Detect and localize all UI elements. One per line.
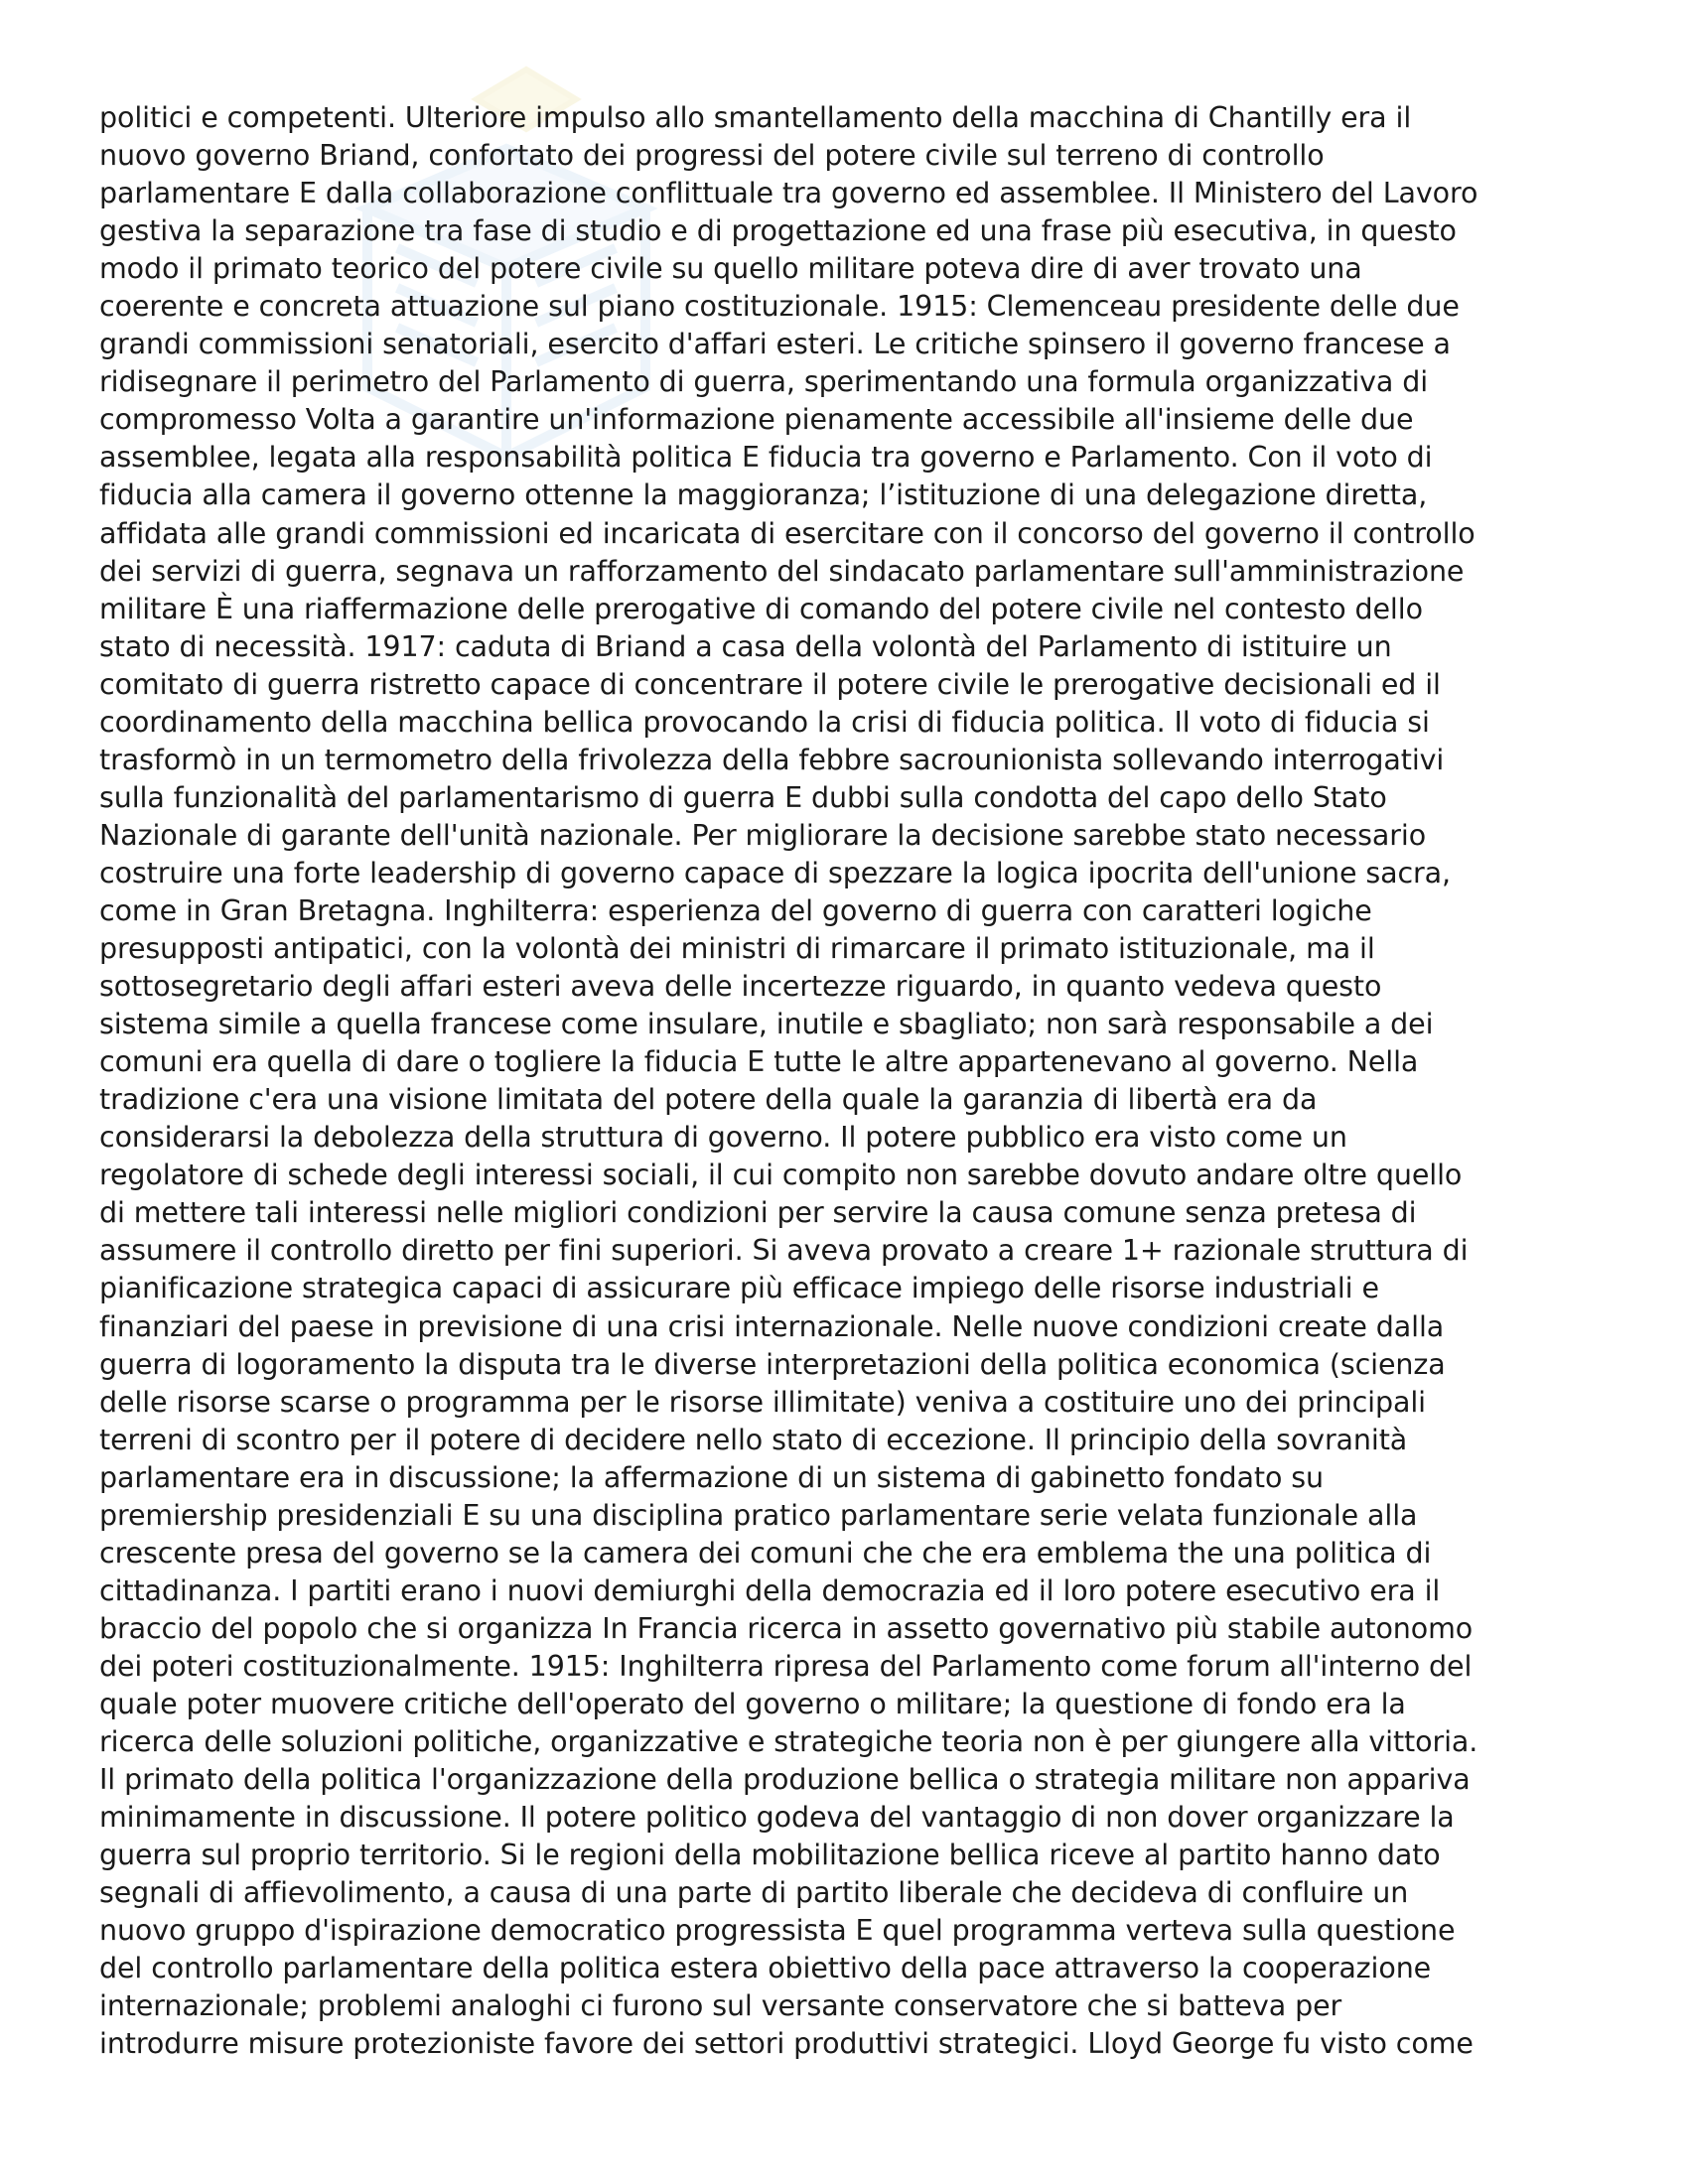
text-line: internazionale; problemi analoghi ci furono sul versante conservatore che si batteva per xyxy=(99,1989,1342,2023)
text-line: introdurre misure protezioniste favore dei settori produttivi strategici. Lloyd George fu visto come xyxy=(99,2027,1474,2061)
text-line: pianificazione strategica capaci di assicurare più efficace impiego delle risorse industriali e xyxy=(99,1272,1379,1305)
text-line: terreni di scontro per il potere di decidere nello stato di eccezione. Il principio della sovranità xyxy=(99,1423,1408,1456)
text-line: tradizione c'era una visione limitata del potere della quale la garanzia di libertà era da xyxy=(99,1083,1318,1117)
text-line: nuovo gruppo d'ispirazione democratico progressista E quel programma verteva sulla questione xyxy=(99,1914,1456,1948)
text-line: assemblee, legata alla responsabilità politica E fiducia tra governo e Parlamento. Con il voto di xyxy=(99,441,1433,475)
text-line: sistema simile a quella francese come insulare, inutile e sbagliato; non sarà responsabile a dei xyxy=(99,1008,1434,1041)
text-line: parlamentare E dalla collaborazione conflittuale tra governo ed assemblee. Il Ministero del Lavoro xyxy=(99,177,1478,210)
text-line: crescente presa del governo se la camera dei comuni che che era emblema the una politica di xyxy=(99,1536,1432,1570)
text-line: grandi commissioni senatoriali, esercito d'affari esteri. Le critiche spinsero il governo francese a xyxy=(99,328,1451,361)
text-line: parlamentare era in discussione; la affermazione di un sistema di gabinetto fondato su xyxy=(99,1460,1324,1494)
text-line: premiership presidenziali E su una disciplina pratico parlamentare serie velata funzionale alla xyxy=(99,1498,1418,1532)
text-line: quale poter muovere critiche dell'operato del governo o militare; la questione di fondo era la xyxy=(99,1687,1406,1720)
text-line: minimamente in discussione. Il potere politico godeva del vantaggio di non dover organizzare la xyxy=(99,1801,1455,1835)
text-line: costruire una forte leadership di governo capace di spezzare la logica ipocrita dell'unione sacra, xyxy=(99,856,1451,889)
text-line: segnali di affievolimento, a causa di una parte di partito liberale che decideva di confluire un xyxy=(99,1876,1409,1910)
text-line: comuni era quella di dare o togliere la fiducia E tutte le altre appartenevano al governo. Nella xyxy=(99,1045,1419,1079)
text-line: politici e competenti. Ulteriore impulso allo smantellamento della macchina di Chantilly era il xyxy=(99,101,1412,134)
text-line: braccio del popolo che si organizza In Francia ricerca in assetto governativo più stabile autonomo xyxy=(99,1611,1474,1645)
text-line: cittadinanza. I partiti erano i nuovi demiurghi della democrazia ed il loro potere esecutivo era il xyxy=(99,1573,1441,1607)
text-line: affidata alle grandi commissioni ed incaricata di esercitare con il concorso del governo il controllo xyxy=(99,516,1476,550)
text-line: coerente e concreta attuazione sul piano costituzionale. 1915: Clemenceau presidente delle due xyxy=(99,290,1460,324)
text-line: presupposti antipatici, con la volontà dei ministri di rimarcare il primato istituzionale, ma il xyxy=(99,932,1375,966)
text-line: regolatore di schede degli interessi sociali, il cui compito non sarebbe dovuto andare oltre quello xyxy=(99,1159,1463,1192)
text-line: militare È una riaffermazione delle prerogative di comando del potere civile nel contesto dello xyxy=(99,592,1423,625)
text-line: sulla funzionalità del parlamentarismo di guerra E dubbi sulla condotta del capo dello Stato xyxy=(99,780,1387,814)
text-line: del controllo parlamentare della politica estera obiettivo della pace attraverso la cooperazione xyxy=(99,1952,1432,1985)
text-line: dei poteri costituzionalmente. 1915: Inghilterra ripresa del Parlamento come forum all'interno del xyxy=(99,1649,1473,1683)
text-line: come in Gran Bretagna. Inghilterra: esperienza del governo di guerra con caratteri logiche xyxy=(99,893,1372,927)
text-line: trasformò in un termometro della frivolezza della febbre sacrounionista sollevando interrogativi xyxy=(99,743,1445,776)
text-line: nuovo governo Briand, confortato dei progressi del potere civile sul terreno di controllo xyxy=(99,139,1325,173)
text-line: dei servizi di guerra, segnava un rafforzamento del sindacato parlamentare sull'amministrazione xyxy=(99,554,1465,588)
text-line: Nazionale di garante dell'unità nazionale. Per migliorare la decisione sarebbe stato necessario xyxy=(99,818,1427,852)
text-line: finanziari del paese in previsione di una crisi internazionale. Nelle nuove condizioni create dalla xyxy=(99,1309,1445,1343)
text-line: sottosegretario degli affari esteri aveva delle incertezze riguardo, in quanto vedeva questo xyxy=(99,970,1382,1004)
text-line: gestiva la separazione tra fase di studio e di progettazione ed una frase più esecutiva, in questo xyxy=(99,214,1457,248)
text-line: ridisegnare il perimetro del Parlamento di guerra, sperimentando una formula organizzativa di xyxy=(99,365,1429,399)
text-line: considerarsi la debolezza della struttura di governo. Il potere pubblico era visto come un xyxy=(99,1121,1347,1155)
text-line: delle risorse scarse o programma per le risorse illimitate) veniva a costituire uno dei principali xyxy=(99,1385,1426,1419)
text-line: guerra di logoramento la disputa tra le diverse interpretazioni della politica economica (scienza xyxy=(99,1347,1446,1381)
text-line: stato di necessità. 1917: caduta di Briand a casa della volontà del Parlamento di istituire un xyxy=(99,629,1392,663)
text-line: ricerca delle soluzioni politiche, organizzative e strategiche teoria non è per giungere alla vittoria. xyxy=(99,1725,1478,1759)
text-line: Il primato della politica l'organizzazione della produzione bellica o strategia militare non appariva xyxy=(99,1763,1471,1797)
text-line: coordinamento della macchina bellica provocando la crisi di fiducia politica. Il voto di fiducia si xyxy=(99,705,1430,739)
text-line: modo il primato teorico del potere civile su quello militare poteva dire di aver trovato una xyxy=(99,252,1362,286)
document-body xyxy=(99,99,1589,2063)
text-line: comitato di guerra ristretto capace di concentrare il potere civile le prerogative decisionali ed il xyxy=(99,667,1441,701)
text-line: guerra sul proprio territorio. Si le regioni della mobilitazione bellica riceve al partito hanno dato xyxy=(99,1839,1441,1872)
text-line: compromesso Volta a garantire un'informazione pienamente accessibile all'insieme delle due xyxy=(99,403,1414,437)
text-line: di mettere tali interessi nelle migliori condizioni per servire la causa comune senza pretesa di xyxy=(99,1196,1417,1230)
text-line: assumere il controllo diretto per fini superiori. Si aveva provato a creare 1+ razionale struttura di xyxy=(99,1234,1469,1268)
text-line: fiducia alla camera il governo ottenne la maggioranza; l’istituzione di una delegazione diretta, xyxy=(99,478,1428,512)
